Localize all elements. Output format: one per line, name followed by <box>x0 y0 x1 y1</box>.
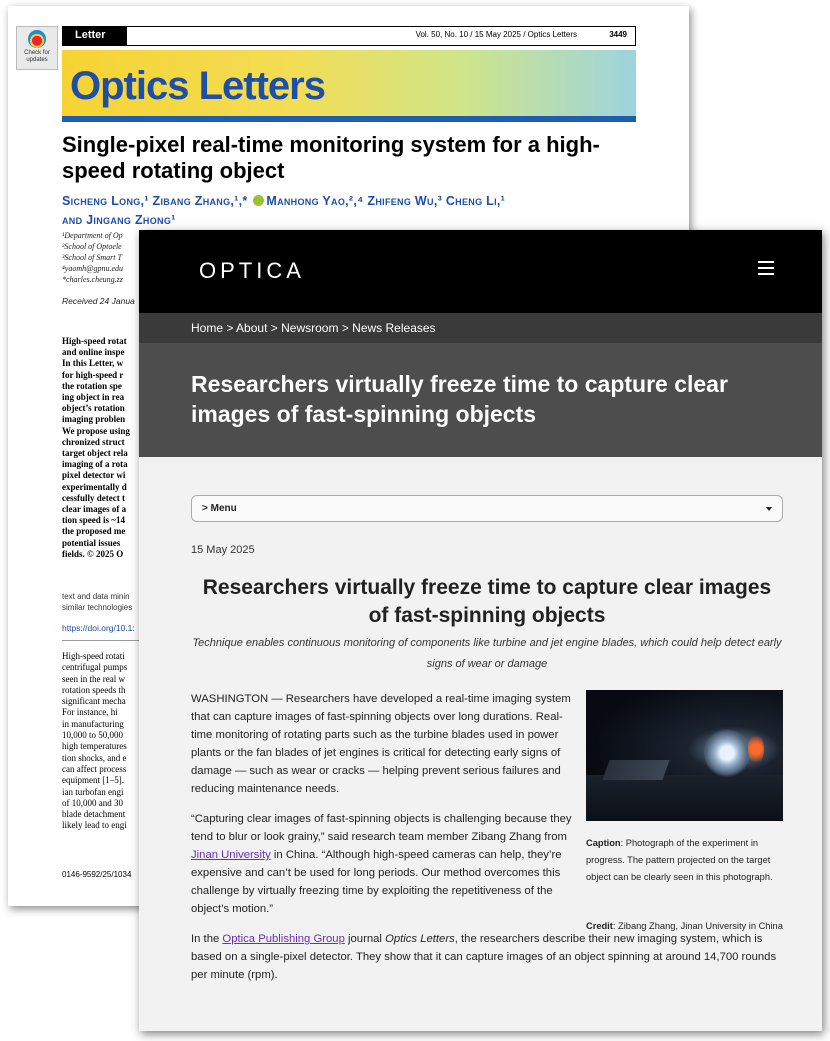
abstract-line: imaging problen <box>62 414 126 425</box>
page-number: 3449 <box>609 30 627 39</box>
banner-stripe <box>62 116 636 122</box>
photo-credit <box>586 918 783 935</box>
body-line: blade detachment <box>62 809 126 820</box>
volume-info: Vol. 50, No. 10 / 15 May 2025 / Optics Letters <box>415 30 577 39</box>
abstract-line: imaging of a rota <box>62 459 128 470</box>
abstract-line: chronized struct <box>62 436 125 447</box>
affiliation-line: *charles.cheung.zz <box>62 275 123 284</box>
body-line: tion shocks, and e <box>62 752 127 763</box>
body-line: in manufacturing <box>62 718 124 729</box>
release-date: 15 May 2025 <box>191 544 255 556</box>
abstract <box>62 336 142 560</box>
body-line: equipment [1–5]. <box>62 775 124 786</box>
copyright-line: text and data minin <box>62 592 130 601</box>
article-header-bar <box>62 26 636 46</box>
paper-title: Single-pixel real-time monitoring system for a high-speed rotating object <box>62 132 600 183</box>
abstract-line: tion speed is ~14 <box>62 515 125 526</box>
menu-label: > Menu <box>202 503 237 514</box>
crossmark-icon <box>28 30 46 48</box>
body-line: high temperatures <box>62 741 127 752</box>
hero-title: Researchers virtually freeze time to capture clear images of fast-spinning objects <box>191 371 728 427</box>
hero-banner <box>139 343 822 457</box>
caption-label: Caption <box>586 838 621 848</box>
body-line: can affect process <box>62 763 127 774</box>
light-glow <box>748 734 764 764</box>
experiment-photo[interactable] <box>586 690 783 821</box>
journal-banner <box>62 50 636 122</box>
abstract-line: High-speed rotat <box>62 336 127 346</box>
breadcrumb-newsroom[interactable]: Newsroom <box>281 321 339 335</box>
rotating-object <box>704 728 750 778</box>
credit-label: Credit <box>586 921 613 931</box>
doi-link[interactable]: https://doi.org/10.1: <box>62 623 135 633</box>
received-date: Received 24 Janua <box>62 296 135 306</box>
optical-table <box>586 775 783 821</box>
breadcrumb-news-releases[interactable]: News Releases <box>352 321 436 335</box>
hamburger-menu-icon[interactable] <box>758 261 774 275</box>
authors-line-1: Sicheng Long,¹ Zibang Zhang,¹,* <box>62 194 252 208</box>
journal-title: Optics Letters <box>70 64 325 108</box>
breadcrumb-bar <box>139 313 822 343</box>
affiliation-line: ¹Department of Op <box>62 231 123 240</box>
abstract-line: We propose using <box>62 425 130 436</box>
breadcrumb-separator: > <box>270 321 278 335</box>
abstract-line: for high-speed r <box>62 369 124 380</box>
abstract-line: and online inspe <box>62 347 125 358</box>
body-line: ian turbofan engi <box>62 786 124 797</box>
paper-body-text <box>62 651 142 832</box>
article-code: 0146-9592/25/1034 <box>62 870 132 879</box>
check-for-updates-label: Check for updates <box>24 50 50 63</box>
abstract-line: object’s rotation <box>62 403 125 414</box>
body-line: significant mecha <box>62 696 126 707</box>
body-line: likely lead to engi <box>62 820 127 831</box>
projector-device <box>602 760 669 780</box>
paragraph-2: “Capturing clear images of fast-spinning objects is challenging because they tend to blur or look grainy,” said research team member Zibang Zhang from Jinan University in China. “Although high-speed cameras can help, they’re expensive and can’t be used for long periods. Our method overcomes this challenge by virtually freezing time by exploiting the repetitiveness of the object’s motion.” <box>191 813 572 915</box>
paragraph-3: In the Optica Publishing Group journal Optics Letters, the researchers describe their new imaging system, which is based on a single-pixel detector. They show that it can capture images of an object spinning at around 14,700 rounds per minute (rpm). <box>191 933 777 981</box>
affiliation-line: ⁴yaomh@gpnu.edu <box>62 264 124 273</box>
authors-line-1b: Manhong Yao,²,⁴ Zhifeng Wu,³ Cheng Li,¹ <box>266 194 506 208</box>
breadcrumb-separator: > <box>341 321 349 335</box>
body-line: High-speed rotati <box>62 651 125 661</box>
article-type: Letter <box>63 27 127 45</box>
abstract-line: ing object in rea <box>62 392 125 403</box>
abstract-line: fields. © 2025 O <box>62 548 124 559</box>
article-subheadline: Technique enables continuous monitoring of components like turbine and jet engine blades, which could help detect early signs of wear or damage <box>192 637 782 670</box>
author-list <box>62 192 642 230</box>
caption-text: : Photograph of the experiment in progress. The pattern projected on the target object can be clearly seen in this photograph. <box>586 838 773 882</box>
body-line: For instance, hi <box>62 707 118 718</box>
breadcrumb-about[interactable]: About <box>236 321 268 335</box>
copyright-note <box>62 591 142 613</box>
authors-line-2: and Jingang Zhong¹ <box>62 213 176 227</box>
body-line: rotation speeds th <box>62 684 126 695</box>
copyright-line: similar technologies <box>62 603 133 612</box>
body-line: seen in the real w <box>62 673 125 684</box>
breadcrumb <box>191 321 436 335</box>
affiliation-line: ²School of Optoele <box>62 242 122 251</box>
body-line: of 10,000 and 30 <box>62 797 123 808</box>
affiliation-line: ³School of Smart T <box>62 253 122 262</box>
article-headline: Researchers virtually freeze time to capture clear images of fast-spinning objects <box>202 576 772 627</box>
section-menu-dropdown[interactable] <box>191 495 783 522</box>
credit-text: : Zibang Zhang, Jinan University in China <box>612 921 783 931</box>
abstract-line: the proposed me <box>62 526 126 537</box>
journal-name: Optics Letters <box>385 933 455 945</box>
abstract-line: potential issues <box>62 537 121 548</box>
paragraph-1: WASHINGTON — Researchers have developed a real-time imaging system that can capture images of fast-spinning objects over long durations. Real-time monitoring of rotating parts such as the turbine blades used in power plants or the fan blades of jet engines is critical for detecting early signs of damage — such as wear or cracks — helping prevent serious failures and reducing maintenance needs. <box>191 693 571 795</box>
jinan-university-link[interactable]: Jinan University <box>191 849 271 861</box>
photo-caption <box>586 835 783 886</box>
abstract-line: cessfully detect t <box>62 492 125 503</box>
news-release-page <box>139 230 822 1031</box>
abstract-line: In this Letter, w <box>62 358 124 369</box>
breadcrumb-separator: > <box>226 321 234 335</box>
abstract-line: clear images of a <box>62 504 127 515</box>
body-line: centrifugal pumps <box>62 662 128 673</box>
body-line: 10,000 to 50,000 <box>62 730 124 741</box>
abstract-line: target object rela <box>62 448 128 459</box>
orcid-icon[interactable] <box>253 195 264 206</box>
optica-publishing-group-link[interactable]: Optica Publishing Group <box>222 933 345 945</box>
section-divider <box>62 640 142 641</box>
chevron-down-icon <box>766 507 772 511</box>
site-header <box>139 230 822 313</box>
abstract-line: the rotation spe <box>62 380 122 391</box>
abstract-line: pixel detector wi <box>62 470 126 481</box>
breadcrumb-home[interactable]: Home <box>191 321 224 335</box>
check-for-updates-badge[interactable] <box>16 26 58 70</box>
abstract-line: experimentally d <box>62 481 127 492</box>
optica-logo[interactable]: OPTICA <box>199 258 305 283</box>
